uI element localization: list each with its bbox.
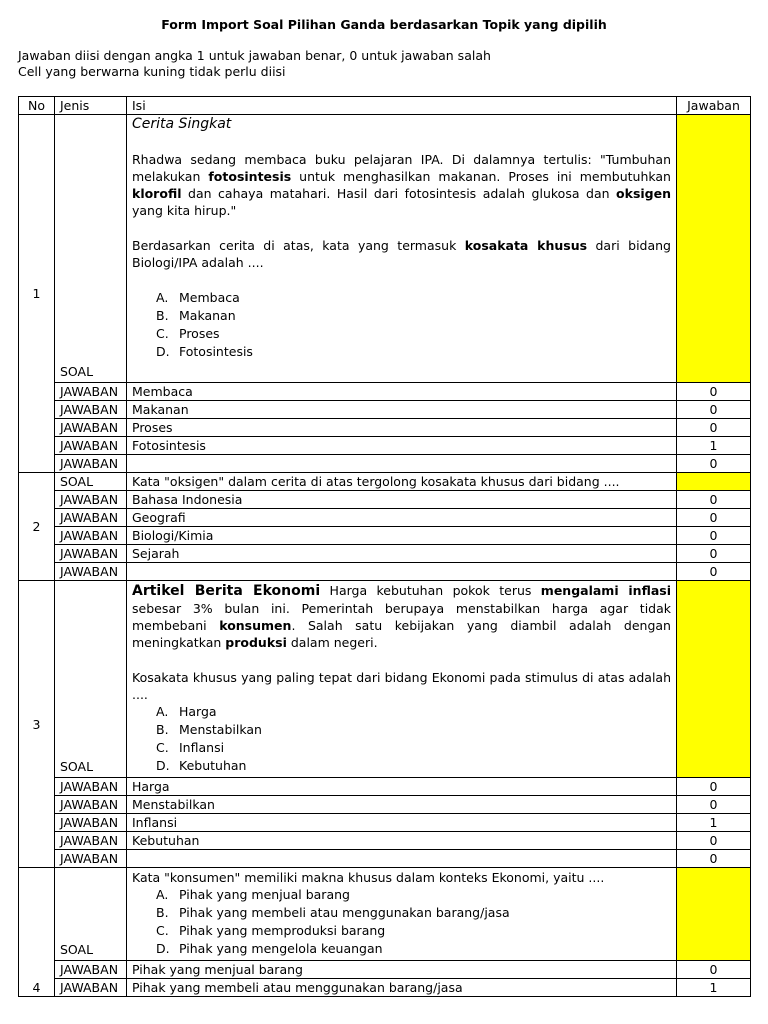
q4-number: 4: [19, 868, 55, 997]
jenis-jawaban: JAWABAN: [55, 778, 127, 796]
q3-answer-value-3[interactable]: 1: [677, 814, 751, 832]
q4-answer-value-2[interactable]: 1: [677, 979, 751, 997]
header-row: [19, 97, 751, 115]
jenis-jawaban: JAWABAN: [55, 419, 127, 437]
q2-answer-row-3: [19, 527, 751, 545]
q1-answer-row-1: [19, 383, 751, 401]
q2-number: 2: [19, 473, 55, 581]
q3-number: 3: [19, 581, 55, 868]
q1-number: 1: [19, 115, 55, 473]
jenis-jawaban: JAWABAN: [55, 401, 127, 419]
q2-answer-row-4: [19, 545, 751, 563]
header-jenis: Jenis: [55, 97, 127, 115]
q1-paragraph-2: Berdasarkan cerita di atas, kata yang termasuk kosakata khusus dari bidang Biologi/IPA adalah ....: [132, 238, 671, 270]
q2-answer-text-2[interactable]: Geografi: [127, 509, 677, 527]
header-no: No: [19, 97, 55, 115]
q2-answer-text-1[interactable]: Bahasa Indonesia: [127, 491, 677, 509]
instruction-line-1: Jawaban diisi dengan angka 1 untuk jawaban benar, 0 untuk jawaban salah: [18, 48, 491, 63]
q4-option-d: D. Pihak yang mengelola keuangan: [156, 941, 383, 956]
q1-options: [132, 289, 671, 361]
q3-answer-row-1: [19, 778, 751, 796]
q3-paragraph-1: Artikel Berita Ekonomi Harga kebutuhan pokok terus mengalami inflasi sebesar 3% bulan ini. Pemerintah berupaya menstabilkan harga agar tidak membebani konsumen. Salah satu kebijakan yang diambil adalah dengan meningkatkan produksi dalam negeri.: [132, 583, 671, 650]
q2-question-cell[interactable]: Kata "oksigen" dalam cerita di atas tergolong kosakata khusus dari bidang ....: [127, 473, 677, 491]
q1-answer-text-3[interactable]: Proses: [127, 419, 677, 437]
q2-jawaban-yellow-cell: [677, 473, 751, 491]
q1-answer-value-3[interactable]: 0: [677, 419, 751, 437]
q3-answer-text-4[interactable]: Kebutuhan: [127, 832, 677, 850]
q2-soal-row: [19, 473, 751, 491]
q1-question-cell[interactable]: [127, 115, 677, 383]
q3-answer-value-2[interactable]: 0: [677, 796, 751, 814]
q2-answer-text-3[interactable]: Biologi/Kimia: [127, 527, 677, 545]
instruction-line-2: Cell yang berwarna kuning tidak perlu diisi: [18, 64, 286, 79]
header-jawaban: Jawaban: [677, 97, 751, 115]
jenis-jawaban: JAWABAN: [55, 455, 127, 473]
q1-answer-row-4: [19, 437, 751, 455]
q1-answer-value-2[interactable]: 0: [677, 401, 751, 419]
q2-answer-text-5[interactable]: [127, 563, 677, 581]
q3-answer-text-2[interactable]: Menstabilkan: [127, 796, 677, 814]
q4-answer-value-1[interactable]: 0: [677, 961, 751, 979]
jenis-jawaban: JAWABAN: [55, 850, 127, 868]
q1-heading: Cerita Singkat: [132, 116, 232, 132]
q1-paragraph-1: Rhadwa sedang membaca buku pelajaran IPA. Di dalamnya tertulis: "Tumbuhan melakukan fotosintesis untuk menghasilkan makanan. Proses ini membutuhkan klorofil dan cahaya matahari. Hasil dari fotosintesis adalah glukosa dan oksigen yang kita hirup.": [132, 152, 671, 218]
q3-option-d: D. Kebutuhan: [156, 758, 247, 773]
q3-jawaban-yellow-cell: [677, 581, 751, 778]
q3-question-cell[interactable]: [127, 581, 677, 778]
q4-answer-row-1: [19, 961, 751, 979]
jenis-jawaban: JAWABAN: [55, 796, 127, 814]
q3-option-a: A. Harga: [156, 704, 217, 719]
q4-option-c: C. Pihak yang memproduksi barang: [156, 923, 386, 938]
jenis-jawaban: JAWABAN: [55, 383, 127, 401]
q1-soal-row: [19, 115, 751, 383]
q2-answer-value-4[interactable]: 0: [677, 545, 751, 563]
jenis-jawaban: JAWABAN: [55, 563, 127, 581]
q1-answer-text-5[interactable]: [127, 455, 677, 473]
q3-answer-row-5: [19, 850, 751, 868]
q1-answer-value-4[interactable]: 1: [677, 437, 751, 455]
q4-answer-row-2: [19, 979, 751, 997]
jenis-jawaban: JAWABAN: [55, 437, 127, 455]
jenis-jawaban: JAWABAN: [55, 814, 127, 832]
q2-answer-row-5: [19, 563, 751, 581]
q1-option-c: C. Proses: [156, 326, 220, 341]
q3-answer-value-1[interactable]: 0: [677, 778, 751, 796]
q3-answer-text-5[interactable]: [127, 850, 677, 868]
q1-option-b: B. Makanan: [156, 308, 236, 323]
q3-answer-text-3[interactable]: Inflansi: [127, 814, 677, 832]
q4-question: Kata "konsumen" memiliki makna khusus dalam konteks Ekonomi, yaitu ....: [132, 870, 605, 885]
q2-answer-value-2[interactable]: 0: [677, 509, 751, 527]
q1-answer-row-2: [19, 401, 751, 419]
q1-answer-row-5: [19, 455, 751, 473]
q1-answer-value-5[interactable]: 0: [677, 455, 751, 473]
q3-answer-value-5[interactable]: 0: [677, 850, 751, 868]
jenis-jawaban: JAWABAN: [55, 491, 127, 509]
q1-jawaban-yellow-cell: [677, 115, 751, 383]
q4-options: [132, 886, 671, 958]
form-title: Form Import Soal Pilihan Ganda berdasarkan Topik yang dipilih: [161, 17, 607, 32]
q2-answer-value-1[interactable]: 0: [677, 491, 751, 509]
q2-answer-text-4[interactable]: Sejarah: [127, 545, 677, 563]
q3-soal-row: [19, 581, 751, 778]
q2-answer-value-3[interactable]: 0: [677, 527, 751, 545]
q4-soal-row: [19, 868, 751, 961]
q2-answer-value-5[interactable]: 0: [677, 563, 751, 581]
q3-answer-value-4[interactable]: 0: [677, 832, 751, 850]
jenis-jawaban: JAWABAN: [55, 961, 127, 979]
jenis-jawaban: JAWABAN: [55, 545, 127, 563]
q1-answer-value-1[interactable]: 0: [677, 383, 751, 401]
q3-jenis-soal: SOAL: [55, 581, 127, 778]
q4-jenis-soal: SOAL: [55, 868, 127, 961]
q2-jenis-soal: SOAL: [55, 473, 127, 491]
question-table: [18, 96, 751, 997]
q3-answer-row-3: [19, 814, 751, 832]
q3-options: [132, 703, 671, 775]
q1-option-a: A. Membaca: [156, 290, 240, 305]
q4-question-cell[interactable]: [127, 868, 677, 961]
jenis-jawaban: JAWABAN: [55, 527, 127, 545]
jenis-jawaban: JAWABAN: [55, 979, 127, 997]
q3-answer-row-2: [19, 796, 751, 814]
q1-answer-text-2[interactable]: Makanan: [127, 401, 677, 419]
q3-option-c: C. Inflansi: [156, 740, 225, 755]
q4-answer-text-2[interactable]: Pihak yang membeli atau menggunakan barang/jasa: [127, 979, 677, 997]
q2-answer-row-2: [19, 509, 751, 527]
header-isi: Isi: [127, 97, 677, 115]
q1-answer-text-1[interactable]: Membaca: [127, 383, 677, 401]
q2-answer-row-1: [19, 491, 751, 509]
q1-option-d: D. Fotosintesis: [156, 344, 253, 359]
jenis-jawaban: JAWABAN: [55, 509, 127, 527]
q1-answer-text-4[interactable]: Fotosintesis: [127, 437, 677, 455]
q3-option-b: B. Menstabilkan: [156, 722, 262, 737]
q4-jawaban-yellow-cell: [677, 868, 751, 961]
jenis-jawaban: JAWABAN: [55, 832, 127, 850]
q4-option-b: B. Pihak yang membeli atau menggunakan barang/jasa: [156, 905, 510, 920]
q3-paragraph-2: Kosakata khusus yang paling tepat dari bidang Ekonomi pada stimulus di atas adalah ....: [132, 670, 671, 702]
q3-answer-row-4: [19, 832, 751, 850]
q3-answer-text-1[interactable]: Harga: [127, 778, 677, 796]
q4-answer-text-1[interactable]: Pihak yang menjual barang: [127, 961, 677, 979]
q4-option-a: A. Pihak yang menjual barang: [156, 887, 350, 902]
q1-jenis-soal: SOAL: [55, 115, 127, 383]
q1-answer-row-3: [19, 419, 751, 437]
